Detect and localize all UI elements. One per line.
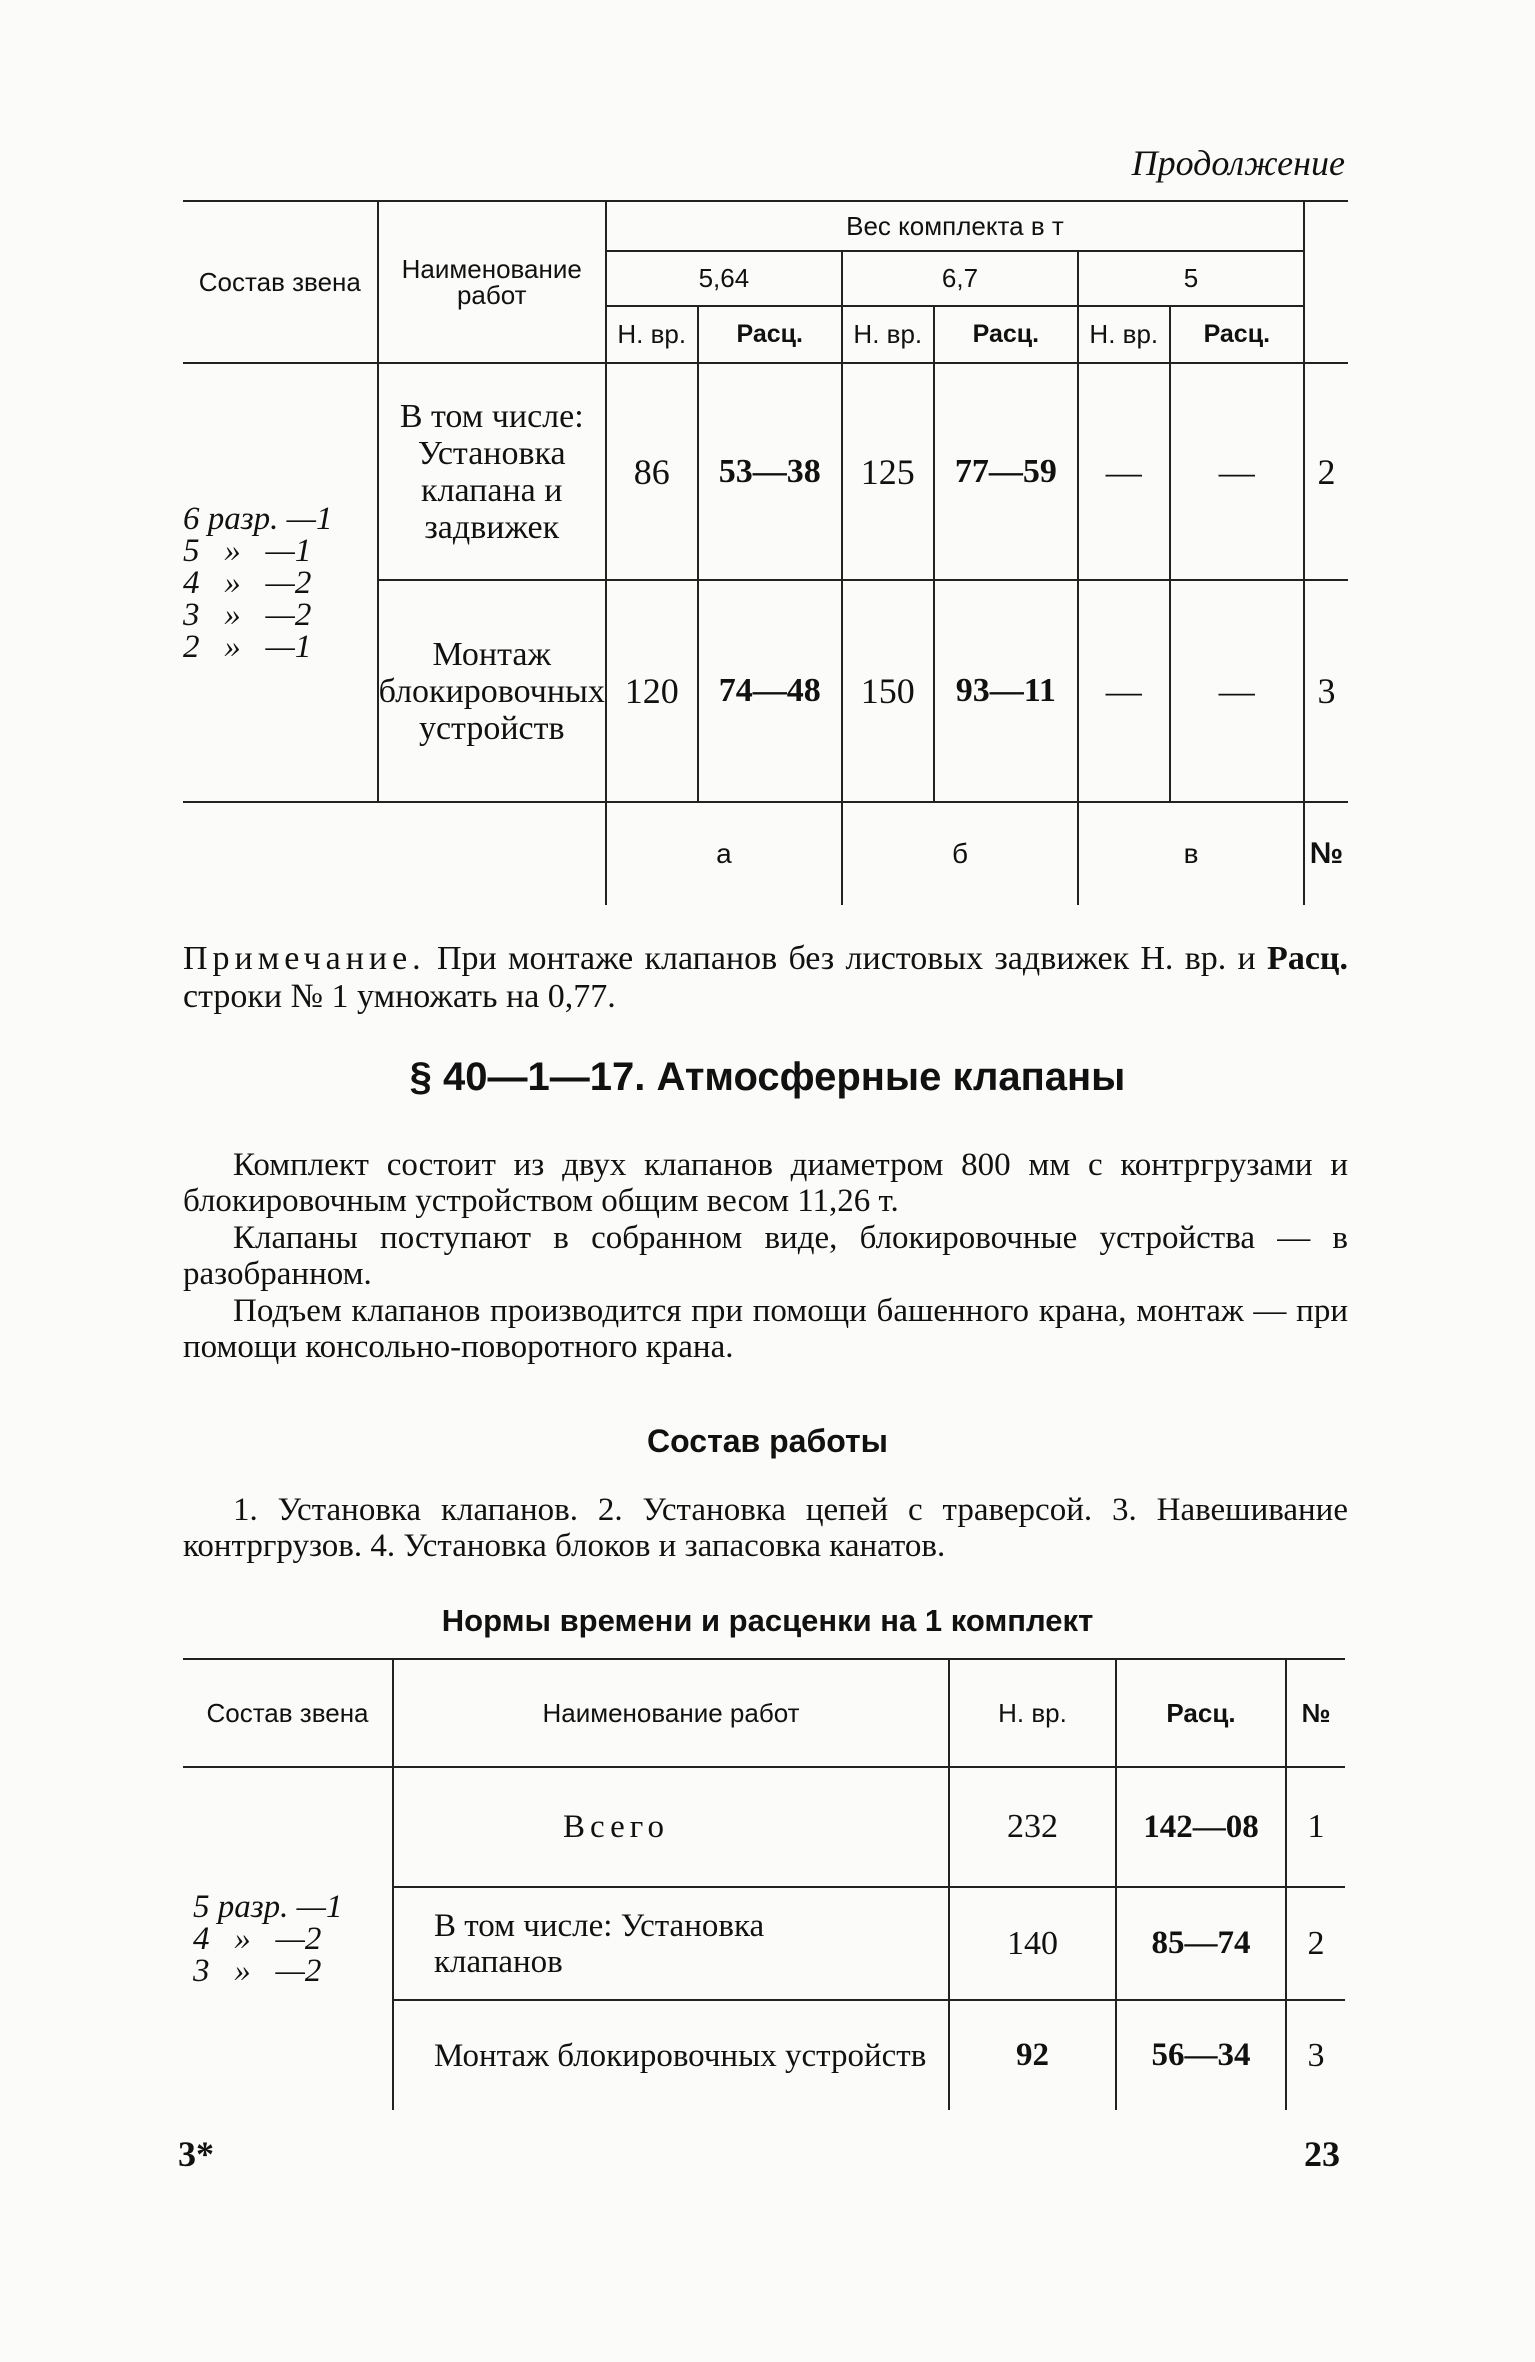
header-norm-a: Н. вр.: [606, 306, 698, 363]
cell-norm: 120: [606, 580, 698, 802]
header-norm: Н. вр.: [949, 1659, 1116, 1767]
cell-norm: —: [1078, 363, 1170, 580]
cell-rate: 85—74: [1116, 1887, 1286, 2000]
table-note: [183, 940, 1348, 1016]
header-norm-b: Н. вр.: [842, 306, 934, 363]
cell-rate: 142—08: [1116, 1767, 1286, 1887]
header-weight-title: Вес комплекта в т: [606, 201, 1304, 251]
column-label-no: №: [1304, 802, 1348, 905]
header-rate-a: Расц.: [698, 306, 842, 363]
row-number: 1: [1286, 1767, 1345, 1887]
header-no: №: [1286, 1659, 1345, 1767]
cell-norm: 150: [842, 580, 934, 802]
brigade-line: 6 разр. —1: [183, 500, 333, 537]
brigade-line: 4 » —2: [183, 564, 312, 601]
cell-norm: 125: [842, 363, 934, 580]
header-brigade: Состав звена: [183, 201, 378, 363]
brigade-line: 3 » —2: [183, 596, 312, 633]
work-name: Монтаж блокировочных устройств: [393, 2000, 949, 2110]
brigade-line: 4 » —2: [193, 1921, 322, 1957]
column-label-c: в: [1078, 802, 1304, 905]
header-weight-a: 5,64: [606, 251, 842, 306]
work-composition-text: 1. Установка клапанов. 2. Установка цепей с траверсой. 3. Навешивание контргрузов. 4. Установка блоков и запасовка канатов.: [183, 1492, 1348, 1564]
continuation-label: Продолжение: [1131, 143, 1345, 183]
cell-rate: 56—34: [1116, 2000, 1286, 2110]
cell-norm: 232: [949, 1767, 1116, 1887]
brigade-line: 3 » —2: [193, 1953, 322, 1989]
row-number: 3: [1304, 580, 1348, 802]
section-title: § 40—1—17. Атмосферные клапаны: [409, 1055, 1126, 1099]
row-number: 2: [1304, 363, 1348, 580]
note-text: При монтаже клапанов без листовых задвижек Н. вр. и: [425, 940, 1268, 977]
header-weight-c: 5: [1078, 251, 1304, 306]
header-weight-b: 6,7: [842, 251, 1078, 306]
header-work: Наименование работ: [393, 1659, 949, 1767]
work-name: В том числе: Установка клапана и задвижек: [378, 363, 606, 580]
norms-table-continued: [183, 200, 1348, 905]
work-name: В том числе: Установка клапанов: [393, 1887, 949, 2000]
cell-norm: —: [1078, 580, 1170, 802]
footer-blank: [183, 802, 606, 905]
page-number: 23: [1304, 2134, 1340, 2174]
cell-norm: 140: [949, 1887, 1116, 2000]
header-brigade: Состав звена: [206, 1697, 369, 1728]
note-bold: Расц.: [1267, 940, 1348, 977]
column-label-a: а: [606, 802, 842, 905]
work-name: Монтаж блокировочных устройств: [378, 580, 606, 802]
cell-rate: 93—11: [934, 580, 1078, 802]
row-number: 3: [1286, 2000, 1345, 2110]
brigade-composition: [183, 363, 378, 802]
cell-norm: 86: [606, 363, 698, 580]
work-name: Всего: [393, 1767, 949, 1887]
norms-table: [183, 1658, 1345, 2110]
brigade-line: 5 разр. —1: [193, 1889, 343, 1925]
cell-rate: 74—48: [698, 580, 842, 802]
header-rate-c: Расц.: [1170, 306, 1304, 363]
note-text-end: строки № 1 умножать на 0,77.: [183, 978, 616, 1015]
brigade-composition: [183, 1767, 393, 2110]
cell-rate: 77—59: [934, 363, 1078, 580]
brigade-line: 2 » —1: [183, 628, 312, 665]
header-work: Наименование работ: [378, 201, 606, 363]
cell-rate: —: [1170, 580, 1304, 802]
note-label: Примечание.: [183, 940, 426, 977]
paragraph-2: Клапаны поступают в собранном виде, блокировочные устройства — в разобранном.: [183, 1220, 1348, 1292]
brigade-line: 5 » —1: [183, 532, 312, 569]
cell-rate: 53—38: [698, 363, 842, 580]
column-label-b: б: [842, 802, 1078, 905]
header-norm-c: Н. вр.: [1078, 306, 1170, 363]
cell-rate: —: [1170, 363, 1304, 580]
paragraph-1: Комплект состоит из двух клапанов диаметром 800 мм с контргрузами и блокировочным устройством общим весом 11,26 т.: [183, 1147, 1348, 1219]
cell-norm: 92: [949, 2000, 1116, 2110]
work-composition-heading: Состав работы: [647, 1423, 888, 1459]
row-number: 2: [1286, 1887, 1345, 2000]
footer-signature: 3*: [178, 2134, 214, 2174]
paragraph-3: Подъем клапанов производится при помощи башенного крана, монтаж — при помощи консольно-поворотного крана.: [183, 1293, 1348, 1365]
header-no-blank: [1304, 201, 1348, 363]
norms-heading: Нормы времени и расценки на 1 комплект: [441, 1603, 1094, 1638]
header-rate: Расц.: [1116, 1659, 1286, 1767]
header-rate-b: Расц.: [934, 306, 1078, 363]
